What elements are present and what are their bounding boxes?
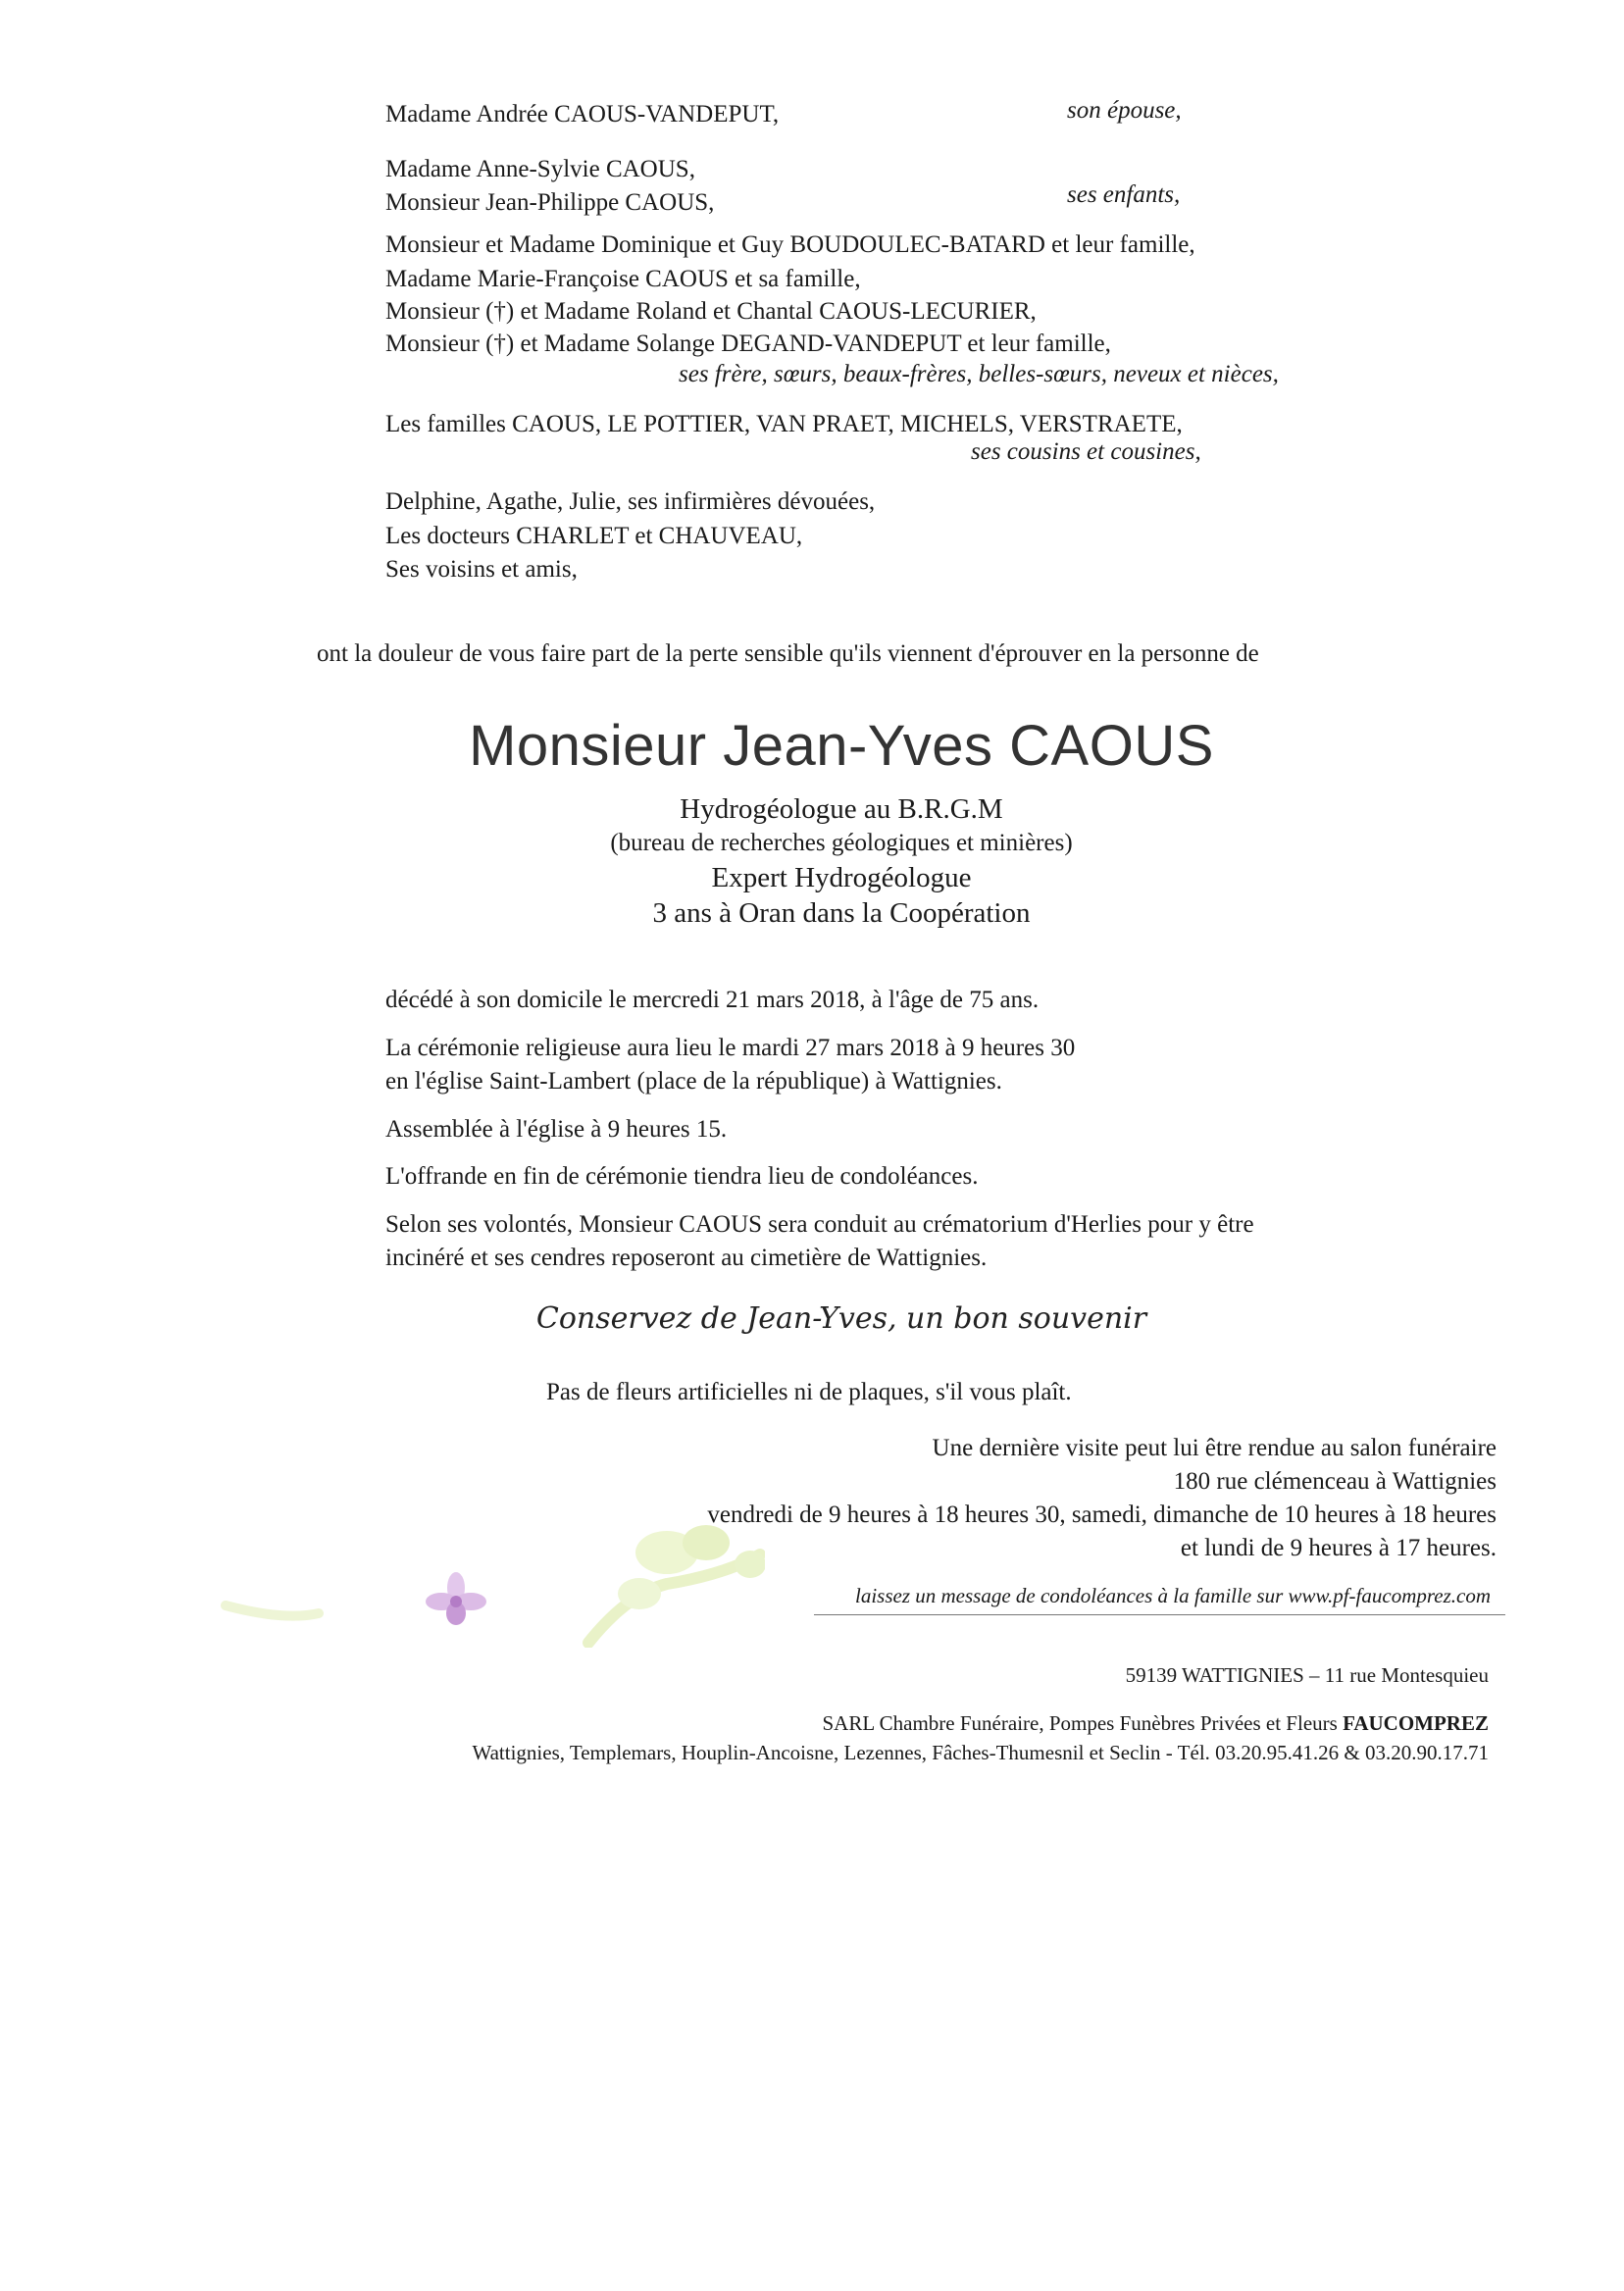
ceremony-line-1: La cérémonie religieuse aura lieu le mardi 27 mars 2018 à 9 heures 30 (385, 1035, 1076, 1061)
cremation-line-1: Selon ses volontés, Monsieur CAOUS sera conduit au crématorium d'Herlies pour y être (385, 1211, 1254, 1238)
footer-address: 59139 WATTIGNIES – 11 rue Montesquieu (1125, 1663, 1489, 1687)
deceased-name: Monsieur Jean-Yves CAOUS (469, 714, 1214, 778)
others-line-1: Delphine, Agathe, Julie, ses infirmières dévouées, (385, 488, 876, 515)
deceased-title: Expert Hydrogéologue (711, 862, 972, 893)
deceased-employer: (bureau de recherches géologiques et minières) (610, 830, 1073, 856)
sibling-line-2: Madame Marie-Françoise CAOUS et sa famille, (385, 266, 861, 292)
visit-line-4: et lundi de 9 heures à 17 heures. (1180, 1535, 1497, 1561)
visit-line-3: vendredi de 9 heures à 18 heures 30, samedi, dimanche de 10 heures à 18 heures (707, 1502, 1497, 1528)
cremation-line-2: incinéré et ses cendres reposeront au cimetière de Wattignies. (385, 1245, 988, 1271)
ceremony-line-2: en l'église Saint-Lambert (place de la république) à Wattignies. (385, 1068, 1002, 1095)
visit-line-1: Une dernière visite peut lui être rendue au salon funéraire (932, 1435, 1497, 1461)
death-notice: décédé à son domicile le mercredi 21 mars 2018, à l'âge de 75 ans. (385, 987, 1040, 1013)
offering-notice: L'offrande en fin de cérémonie tiendra lieu de condoléances. (385, 1163, 979, 1190)
child-name-1: Madame Anne-Sylvie CAOUS, (385, 156, 695, 182)
siblings-role: ses frère, sœurs, beaux-frères, belles-sœurs, neveux et nièces, (679, 361, 1279, 387)
cousins-role: ses cousins et cousines, (971, 438, 1201, 465)
assembly-notice: Assemblée à l'église à 9 heures 15. (385, 1116, 728, 1143)
visit-line-2: 180 rue clémenceau à Wattignies (1173, 1468, 1497, 1495)
deceased-profession: Hydrogéologue au B.R.G.M (680, 793, 1003, 825)
announcement-text: ont la douleur de vous faire part de la perte sensible qu'ils viennent d'éprouver en la personne de (317, 640, 1259, 667)
spouse-role: son épouse, (1067, 97, 1182, 124)
spouse-name: Madame Andrée CAOUS-VANDEPUT, (385, 101, 780, 127)
footer-company-name: FAUCOMPREZ (1343, 1711, 1489, 1735)
others-line-2: Les docteurs CHARLET et CHAUVEAU, (385, 523, 803, 549)
footer-company (823, 1706, 1490, 1740)
others-line-3: Ses voisins et amis, (385, 556, 578, 583)
no-flowers-notice: Pas de fleurs artificielles ni de plaques, s'il vous plaît. (546, 1379, 1072, 1405)
cousins-line: Les familles CAOUS, LE POTTIER, VAN PRAET, MICHELS, VERSTRAETE, (385, 411, 1183, 437)
sibling-line-1: Monsieur et Madame Dominique et Guy BOUDOULEC-BATARD et leur famille, (385, 231, 1195, 258)
sibling-line-3: Monsieur (†) et Madame Roland et Chantal CAOUS-LECURIER, (385, 298, 1037, 325)
child-name-2: Monsieur Jean-Philippe CAOUS, (385, 189, 715, 216)
website-note: laissez un message de condoléances à la famille sur www.pf-faucomprez.com (854, 1584, 1491, 1607)
children-role: ses enfants, (1067, 181, 1181, 208)
footer-company-prefix: SARL Chambre Funéraire, Pompes Funèbres Privées et Fleurs (822, 1711, 1344, 1735)
memory-phrase: Conservez de Jean-Yves, un bon souvenir (535, 1301, 1147, 1336)
footer-locations: Wattignies, Templemars, Houplin-Ancoisne, Lezennes, Fâches-Thumesnil et Seclin - Tél. 03.20.95.41.26 & 03.20.90.17.71 (472, 1741, 1489, 1764)
deceased-cooperation: 3 ans à Oran dans la Coopération (652, 897, 1031, 929)
footer-divider (814, 1614, 1505, 1615)
orchid-decoration (216, 1525, 765, 1648)
sibling-line-4: Monsieur (†) et Madame Solange DEGAND-VANDEPUT et leur famille, (385, 331, 1111, 357)
